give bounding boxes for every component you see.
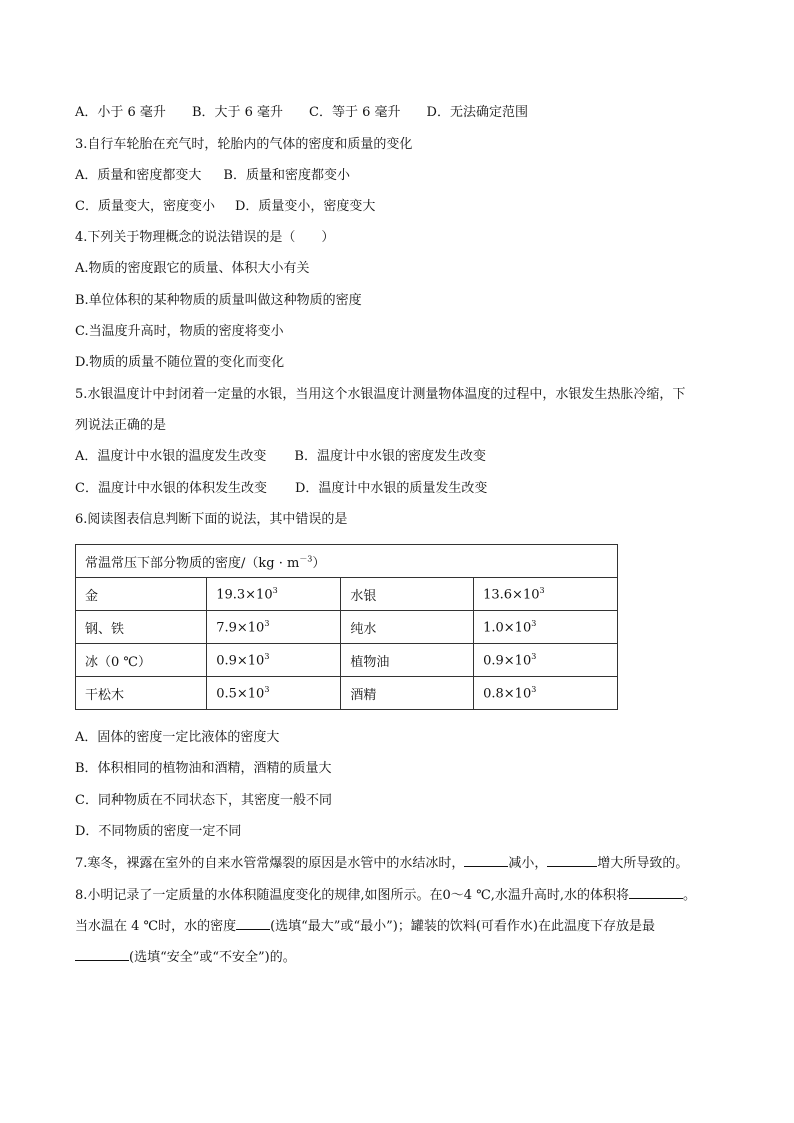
- q5-stem-line2: 列说法正确的是: [75, 418, 167, 433]
- table-header-row: [76, 545, 618, 578]
- answer-blank[interactable]: [547, 854, 597, 867]
- q5-option-c: C．温度计中水银的体积发生改变: [75, 481, 267, 496]
- density-table: [75, 544, 618, 710]
- table-row: [76, 611, 618, 644]
- q2-option-a: A．小于 6 毫升: [75, 105, 166, 120]
- answer-blank[interactable]: [236, 917, 270, 930]
- table-row: [76, 677, 618, 710]
- q5-option-b: B．温度计中水银的密度发生改变: [294, 449, 486, 464]
- q5-stem-line1: 5.水银温度计中封闭着一定量的水银，当用这个水银温度计测量物体温度的过程中，水银发生热胀冷缩，下: [75, 387, 686, 402]
- substance-name: 水银: [341, 578, 474, 611]
- q3-options-row1: [75, 167, 350, 185]
- q5-options-row2: [75, 480, 487, 498]
- table-row: [76, 578, 618, 611]
- density-value: $19.3\times 10^3$: [207, 578, 341, 611]
- q6-option-a: A．固体的密度一定比液体的密度大: [75, 730, 280, 745]
- q3-options-row2: [75, 198, 375, 216]
- substance-name: 干松木: [76, 677, 207, 710]
- substance-name: 金: [76, 578, 207, 611]
- q4-option-b: B.单位体积的某种物质的质量叫做这种物质的密度: [75, 293, 362, 308]
- table-row: [76, 644, 618, 677]
- q2-option-d: D．无法确定范围: [426, 105, 528, 120]
- q5-options-row1: [75, 448, 486, 466]
- substance-name: 冰（0 ℃）: [76, 644, 207, 677]
- q5-option-a: A．温度计中水银的温度发生改变: [75, 449, 267, 464]
- q5-option-d: D．温度计中水银的质量发生改变: [294, 481, 488, 496]
- q2-option-c: C．等于 6 毫升: [309, 105, 401, 120]
- q8-line3: (选填“安全”或“不安全”)的。: [75, 948, 296, 967]
- q4-option-a: A.物质的密度跟它的质量、体积大小有关: [75, 261, 310, 276]
- q3-option-c: C．质量变大，密度变小: [75, 199, 215, 214]
- substance-name: 植物油: [341, 644, 474, 677]
- q2-option-b: B．大于 6 毫升: [191, 105, 284, 120]
- answer-blank[interactable]: [629, 886, 683, 899]
- q4-option-c: C.当温度升高时，物质的密度将变小: [75, 324, 284, 339]
- substance-name: 酒精: [341, 677, 474, 710]
- q3-option-a: A．质量和密度都变大: [75, 168, 202, 183]
- q8-line2: 当水温在 4 ℃时，水的密度 (选填“最大”或“最小”)；罐装的饮料(可看作水)在此温度下存放是最: [75, 919, 655, 934]
- density-value: $0.9\times 10^3$: [474, 644, 618, 677]
- density-value: $1.0\times 10^3$: [474, 611, 618, 644]
- q8-line1: 8.小明记录了一定质量的水体积随温度变化的规律,如图所示。在0～4 ℃,水温升高时,水的体积将 。: [75, 888, 697, 903]
- q3-stem: 3.自行车轮胎在充气时，轮胎内的气体的密度和质量的变化: [75, 137, 413, 152]
- density-value: $0.9\times 10^3$: [207, 644, 341, 677]
- q6-option-d: D．不同物质的密度一定不同: [75, 824, 242, 839]
- density-value: $0.5\times 10^3$: [207, 677, 341, 710]
- q6-option-b: B．体积相同的植物油和酒精，酒精的质量大: [75, 761, 332, 776]
- q3-option-d: D．质量变小，密度变大: [234, 199, 376, 214]
- density-value: $0.8\times 10^3$: [474, 677, 618, 710]
- answer-blank[interactable]: [464, 854, 508, 867]
- q2-options: [75, 104, 528, 122]
- q6-stem: 6.阅读图表信息判断下面的说法，其中错误的是: [75, 512, 348, 527]
- substance-name: 钢、铁: [76, 611, 207, 644]
- table-header: 常温常压下部分物质的密度$/(kg \cdot m^{-3})$: [76, 545, 618, 578]
- density-value: $13.6\times 10^3$: [474, 578, 618, 611]
- q4-stem: 4.下列关于物理概念的说法错误的是（ ）: [75, 230, 335, 245]
- q3-option-b: B．质量和密度都变小: [223, 168, 350, 183]
- q7-line: 7.寒冬，裸露在室外的自来水管常爆裂的原因是水管中的水结冰时， 减小， 增大所导致的。: [75, 856, 689, 871]
- substance-name: 纯水: [341, 611, 474, 644]
- answer-blank[interactable]: [75, 948, 129, 961]
- q6-option-c: C．同种物质在不同状态下，其密度一般不同: [75, 793, 332, 808]
- q4-option-d: D.物质的质量不随位置的变化而变化: [75, 355, 285, 370]
- density-value: $7.9\times 10^3$: [207, 611, 341, 644]
